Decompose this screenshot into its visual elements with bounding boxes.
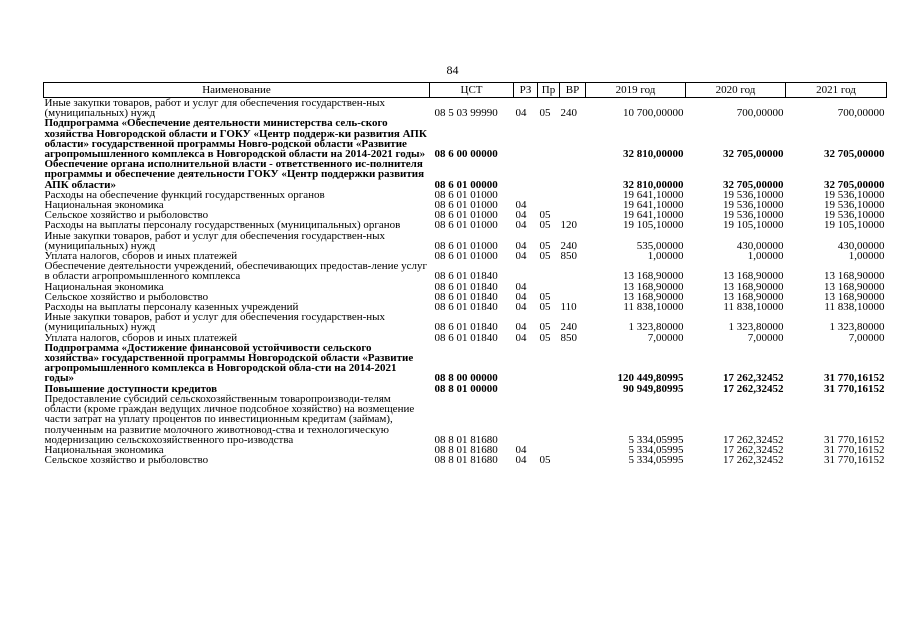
budget-table	[43, 82, 887, 465]
cell-cst: 08 6 01 01000	[434, 239, 498, 252]
table-row	[44, 118, 887, 159]
cell-vr	[560, 384, 586, 394]
cell-vr: 850	[560, 250, 577, 263]
cell-rz	[514, 118, 538, 159]
cell-cst: 08 6 01 00000	[434, 178, 498, 191]
cell-2021: 19 536,10000	[824, 199, 885, 212]
cell-vr: 240	[560, 321, 577, 334]
cell-vr: 240	[560, 239, 577, 252]
cell-name: Национальная экономика	[44, 443, 164, 456]
cell-2019: 90 949,80995	[623, 382, 684, 395]
cell-2020: 19 536,10000	[723, 209, 784, 222]
cell-cst: 08 6 01 01840	[434, 270, 498, 283]
cell-vr	[560, 118, 586, 159]
cell-2019: 19 105,10000	[623, 219, 684, 232]
table-row	[44, 231, 887, 251]
cell-2020: 17 262,32452	[723, 433, 784, 446]
cell-2019: 5 334,05995	[628, 433, 684, 446]
cell-rz	[514, 394, 538, 445]
cell-vr	[560, 445, 586, 455]
cell-2021: 31 770,16152	[824, 372, 885, 385]
cell-2019: 32 810,00000	[623, 148, 684, 161]
cell-2020: 32 705,00000	[723, 178, 784, 191]
cell-cst: 08 5 03 99990	[434, 107, 498, 120]
table-body	[44, 98, 887, 466]
table-row	[44, 98, 887, 119]
cell-2020: 19 536,10000	[723, 188, 784, 201]
header-name: Наименование	[44, 83, 430, 98]
cell-2020: 11 838,10000	[723, 301, 784, 314]
cell-cst: 08 6 01 01840	[434, 301, 498, 314]
cell-cst: 08 8 01 81680	[434, 443, 498, 456]
page-number: 84	[446, 63, 459, 77]
cell-2020: 17 262,32452	[723, 382, 784, 395]
cell-2020: 13 168,90000	[723, 280, 784, 293]
cell-cst: 08 6 01 01000	[434, 188, 498, 201]
table-row	[44, 394, 887, 445]
cell-rz: 04	[515, 280, 527, 293]
cell-2020: 32 705,00000	[723, 148, 784, 161]
cell-name: Расходы на выплаты персоналу государственных (муниципальных) органов	[44, 219, 401, 232]
cell-2021: 19 105,10000	[824, 219, 885, 232]
cell-pr: 05	[539, 209, 551, 222]
cell-2020: 7,00000	[747, 331, 784, 344]
cell-name: Уплата налогов, сборов и иных платежей	[44, 250, 238, 263]
cell-2021: 19 536,10000	[824, 188, 885, 201]
cell-cst: 08 8 01 81680	[434, 433, 498, 446]
cell-rz: 04	[515, 239, 527, 252]
cell-2020: 17 262,32452	[723, 443, 784, 456]
cell-name: Сельское хозяйство и рыболовство	[44, 209, 209, 222]
cell-cst: 08 8 01 81680	[434, 454, 498, 467]
cell-name: Расходы на выплаты персоналу казенных учреждений	[44, 301, 299, 314]
header-2021: 2021 год	[786, 83, 887, 98]
header-rz: РЗ	[514, 83, 538, 98]
cell-name: Иные закупки товаров, работ и услуг для обеспечения государствен-ных (муниципальных) нужд	[44, 311, 386, 334]
budget-table-container	[43, 82, 886, 465]
cell-pr	[538, 394, 560, 445]
cell-cst: 08 8 01 00000	[434, 382, 498, 395]
cell-2021: 1 323,80000	[829, 321, 885, 334]
cell-vr: 110	[560, 301, 577, 314]
cell-name: Уплата налогов, сборов и иных платежей	[44, 331, 238, 344]
cell-2020: 1 323,80000	[728, 321, 784, 334]
cell-2021: 13 168,90000	[824, 290, 885, 303]
cell-2019: 19 641,10000	[623, 209, 684, 222]
cell-name: Иные закупки товаров, работ и услуг для обеспечения государствен-ных (муниципальных) нужд	[44, 97, 386, 120]
cell-2019: 13 168,90000	[623, 280, 684, 293]
cell-name: Национальная экономика	[44, 199, 164, 212]
cell-2021: 31 770,16152	[824, 454, 885, 467]
cell-rz: 04	[515, 443, 527, 456]
cell-pr	[538, 118, 560, 159]
cell-2019: 7,00000	[647, 331, 684, 344]
cell-2019: 13 168,90000	[623, 270, 684, 283]
cell-rz	[514, 384, 538, 394]
table-row	[44, 455, 887, 465]
cell-rz: 04	[515, 107, 527, 120]
cell-vr	[560, 200, 586, 210]
cell-2020: 430,00000	[736, 239, 784, 252]
cell-pr: 05	[539, 250, 551, 263]
header-pr: Пр	[538, 83, 560, 98]
cell-vr	[560, 343, 586, 384]
cell-2019: 19 641,10000	[623, 199, 684, 212]
cell-2019: 19 641,10000	[623, 188, 684, 201]
table-row	[44, 159, 887, 190]
cell-rz: 04	[515, 321, 527, 334]
cell-2021: 13 168,90000	[824, 280, 885, 293]
cell-2019: 535,00000	[636, 239, 684, 252]
cell-vr	[560, 455, 586, 465]
cell-rz: 04	[515, 219, 527, 232]
cell-cst: 08 6 01 01000	[434, 219, 498, 232]
header-2020: 2020 год	[686, 83, 786, 98]
cell-2020: 700,00000	[736, 107, 784, 120]
cell-2019: 1 323,80000	[628, 321, 684, 334]
cell-pr: 05	[539, 454, 551, 467]
cell-vr	[560, 159, 586, 190]
cell-cst: 08 6 01 01000	[434, 250, 498, 263]
cell-2021: 31 770,16152	[824, 443, 885, 456]
cell-cst: 08 6 01 01840	[434, 331, 498, 344]
cell-2021: 32 705,00000	[824, 148, 885, 161]
cell-2020: 13 168,90000	[723, 290, 784, 303]
cell-2020: 19 536,10000	[723, 199, 784, 212]
cell-vr: 850	[560, 331, 577, 344]
cell-2021: 7,00000	[848, 331, 885, 344]
header-2019: 2019 год	[586, 83, 686, 98]
cell-2020: 17 262,32452	[723, 454, 784, 467]
cell-pr	[538, 261, 560, 281]
table-row	[44, 343, 887, 384]
cell-2021: 32 705,00000	[824, 178, 885, 191]
cell-pr: 05	[539, 321, 551, 334]
cell-rz: 04	[515, 301, 527, 314]
cell-rz: 04	[515, 290, 527, 303]
cell-2019: 120 449,80995	[617, 372, 684, 385]
cell-2021: 430,00000	[837, 239, 885, 252]
cell-vr: 120	[560, 219, 577, 232]
cell-name: Обеспечение деятельности учреждений, обеспечивающих предостав-ление услуг в области агропромышленного комплекса	[44, 260, 428, 283]
cell-rz	[514, 261, 538, 281]
cell-2019: 5 334,05995	[628, 443, 684, 456]
cell-2020: 1,00000	[747, 250, 784, 263]
cell-2019: 5 334,05995	[628, 454, 684, 467]
cell-cst: 08 6 01 01840	[434, 321, 498, 334]
cell-2020: 19 105,10000	[723, 219, 784, 232]
cell-name: Иные закупки товаров, работ и услуг для обеспечения государствен-ных (муниципальных) нужд	[44, 229, 386, 252]
cell-pr	[538, 343, 560, 384]
table-header-row	[44, 83, 887, 98]
cell-pr: 05	[539, 331, 551, 344]
cell-2021: 19 536,10000	[824, 209, 885, 222]
cell-pr	[538, 384, 560, 394]
cell-pr: 05	[539, 290, 551, 303]
cell-2020: 17 262,32452	[723, 372, 784, 385]
cell-vr	[560, 394, 586, 445]
cell-vr: 240	[560, 107, 577, 120]
cell-pr: 05	[539, 301, 551, 314]
cell-pr: 05	[539, 239, 551, 252]
cell-rz: 04	[515, 331, 527, 344]
cell-2021: 31 770,16152	[824, 433, 885, 446]
cell-rz: 04	[515, 199, 527, 212]
table-row	[44, 261, 887, 281]
cell-rz	[514, 343, 538, 384]
cell-name: Подпрограмма «Обеспечение деятельности министерства сель-ского хозяйства Новгородской области и ГОКУ «Центр поддерж-ки развития АПК области» государственной программы Новго-родской области «Развитие агропромышленного комплекса в Новгородской области на 2014-2021 годы»	[44, 117, 427, 161]
cell-2019: 13 168,90000	[623, 290, 684, 303]
cell-rz: 04	[515, 250, 527, 263]
cell-vr	[560, 190, 586, 200]
cell-cst: 08 6 01 01840	[434, 280, 498, 293]
cell-name: Обеспечение органа исполнительной власти - ответственного ис-полнителя программы и обеспечение деятельности ГОКУ «Центр поддержки развития АПК области»	[44, 158, 425, 191]
cell-name: Повышение доступности кредитов	[44, 382, 218, 395]
cell-cst: 08 8 00 00000	[434, 372, 498, 385]
cell-2019: 32 810,00000	[623, 178, 684, 191]
cell-vr	[560, 282, 586, 292]
cell-cst: 08 6 01 01840	[434, 290, 498, 303]
cell-2020: 13 168,90000	[723, 270, 784, 283]
cell-cst: 08 6 00 00000	[434, 148, 498, 161]
cell-pr: 05	[539, 107, 551, 120]
cell-rz	[514, 159, 538, 190]
cell-2019: 1,00000	[647, 250, 684, 263]
table-row	[44, 312, 887, 332]
cell-2021: 31 770,16152	[824, 382, 885, 395]
cell-2021: 1,00000	[848, 250, 885, 263]
header-vr: ВР	[560, 83, 586, 98]
cell-2019: 11 838,10000	[623, 301, 684, 314]
cell-2019: 10 700,00000	[623, 107, 684, 120]
cell-name: Предоставление субсидий сельскохозяйственным товаропроизводи-телям области (кроме граждан ведущих личное подсобное хозяйство) на возмещение части затрат на уплату процентов по инвестиционным кредитам (займам), полученным на развитие молочного животновод-ства и технологическую модернизацию сельскохозяйственного про-изводства	[44, 392, 415, 446]
cell-pr	[538, 159, 560, 190]
cell-pr	[538, 190, 560, 200]
header-cst: ЦСТ	[430, 83, 514, 98]
cell-pr: 05	[539, 219, 551, 232]
cell-name: Расходы на обеспечение функций государственных органов	[44, 188, 325, 201]
cell-name: Подпрограмма «Достижение финансовой устойчивости сельского хозяйства» государственной программы Новгородской области «Развитие агропромышленного комплекса в Новгородской обла-сти на 2014-2021 годы»	[44, 341, 414, 385]
cell-name: Сельское хозяйство и рыболовство	[44, 290, 209, 303]
cell-cst: 08 6 01 01000	[434, 209, 498, 222]
cell-rz: 04	[515, 454, 527, 467]
cell-vr	[560, 261, 586, 281]
cell-cst: 08 6 01 01000	[434, 199, 498, 212]
cell-2021: 11 838,10000	[824, 301, 885, 314]
cell-2021: 13 168,90000	[824, 270, 885, 283]
cell-name: Национальная экономика	[44, 280, 164, 293]
cell-name: Сельское хозяйство и рыболовство	[44, 454, 209, 467]
cell-2021: 700,00000	[837, 107, 885, 120]
cell-rz: 04	[515, 209, 527, 222]
